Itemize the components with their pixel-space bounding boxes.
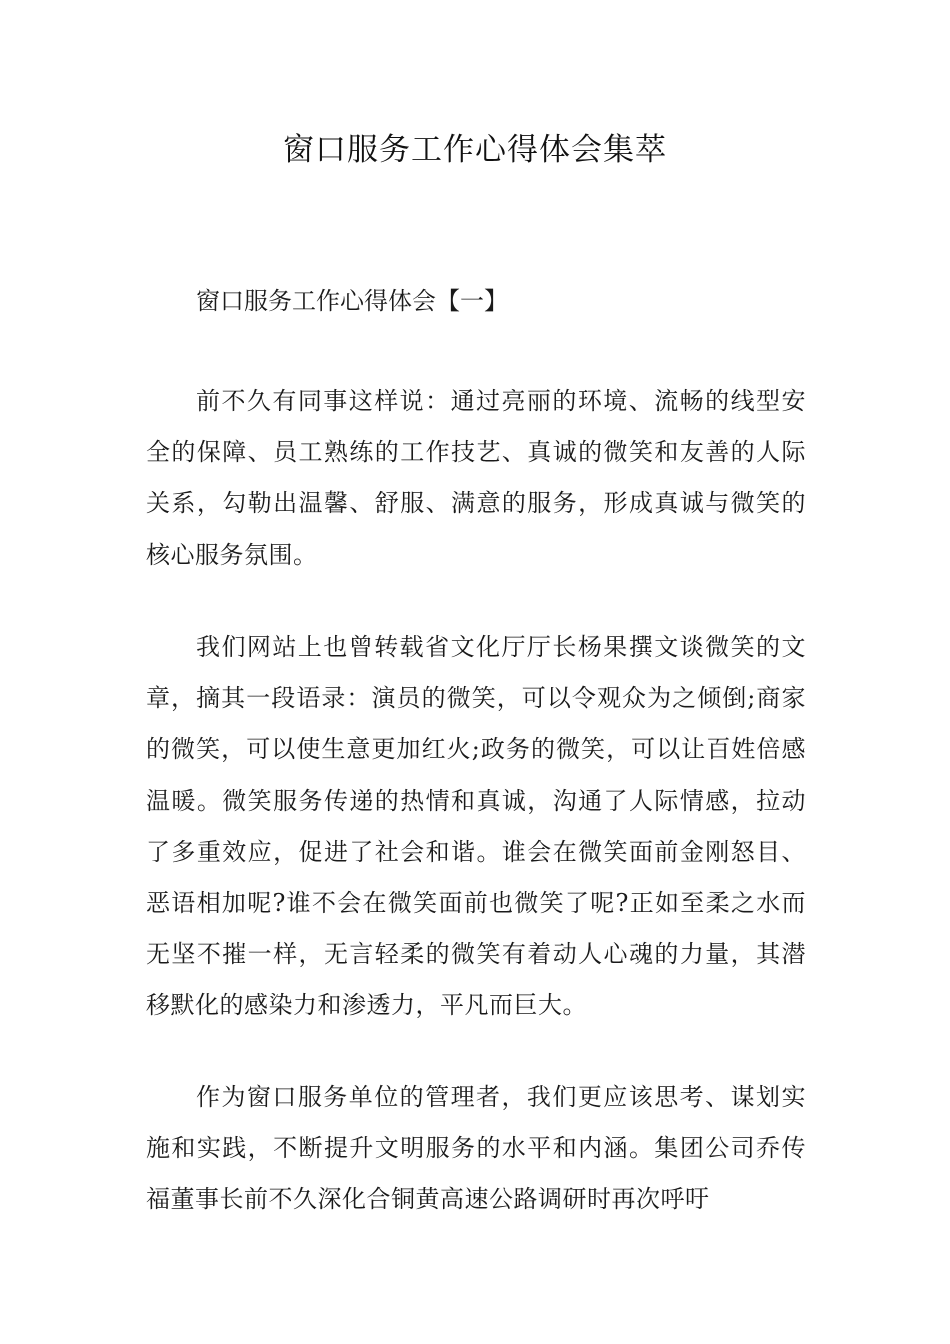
- paragraph-3: 作为窗口服务单位的管理者，我们更应该思考、谋划实施和实践，不断提升文明服务的水平和内涵。集团公司乔传福董事长前不久深化合铜黄高速公路调研时再次呼吁: [146, 1083, 806, 1214]
- section-heading: 窗口服务工作心得体会【一】: [196, 287, 508, 315]
- document-title: 窗口服务工作心得体会集萃: [283, 132, 667, 168]
- paragraph-1: 前不久有同事这样说：通过亮丽的环境、流畅的线型安全的保障、员工熟练的工作技艺、真诚的微笑和友善的人际关系，勾勒出温馨、舒服、满意的服务，形成真诚与微笑的核心服务氛围。: [146, 387, 806, 569]
- paragraph-2: 我们网站上也曾转载省文化厅厅长杨果撰文谈微笑的文章，摘其一段语录：演员的微笑，可以令观众为之倾倒;商家的微笑，可以使生意更加红火;政务的微笑，可以让百姓倍感温暖。微笑服务传递的热情和真诚，沟通了人际情感，拉动了多重效应，促进了社会和谐。谁会在微笑面前金刚怒目、恶语相加呢?谁不会在微笑面前也微笑了呢?正如至柔之水而无坚不摧一样，无言轻柔的微笑有着动人心魂的力量，其潜移默化的感染力和渗透力，平凡而巨大。: [146, 633, 806, 1020]
